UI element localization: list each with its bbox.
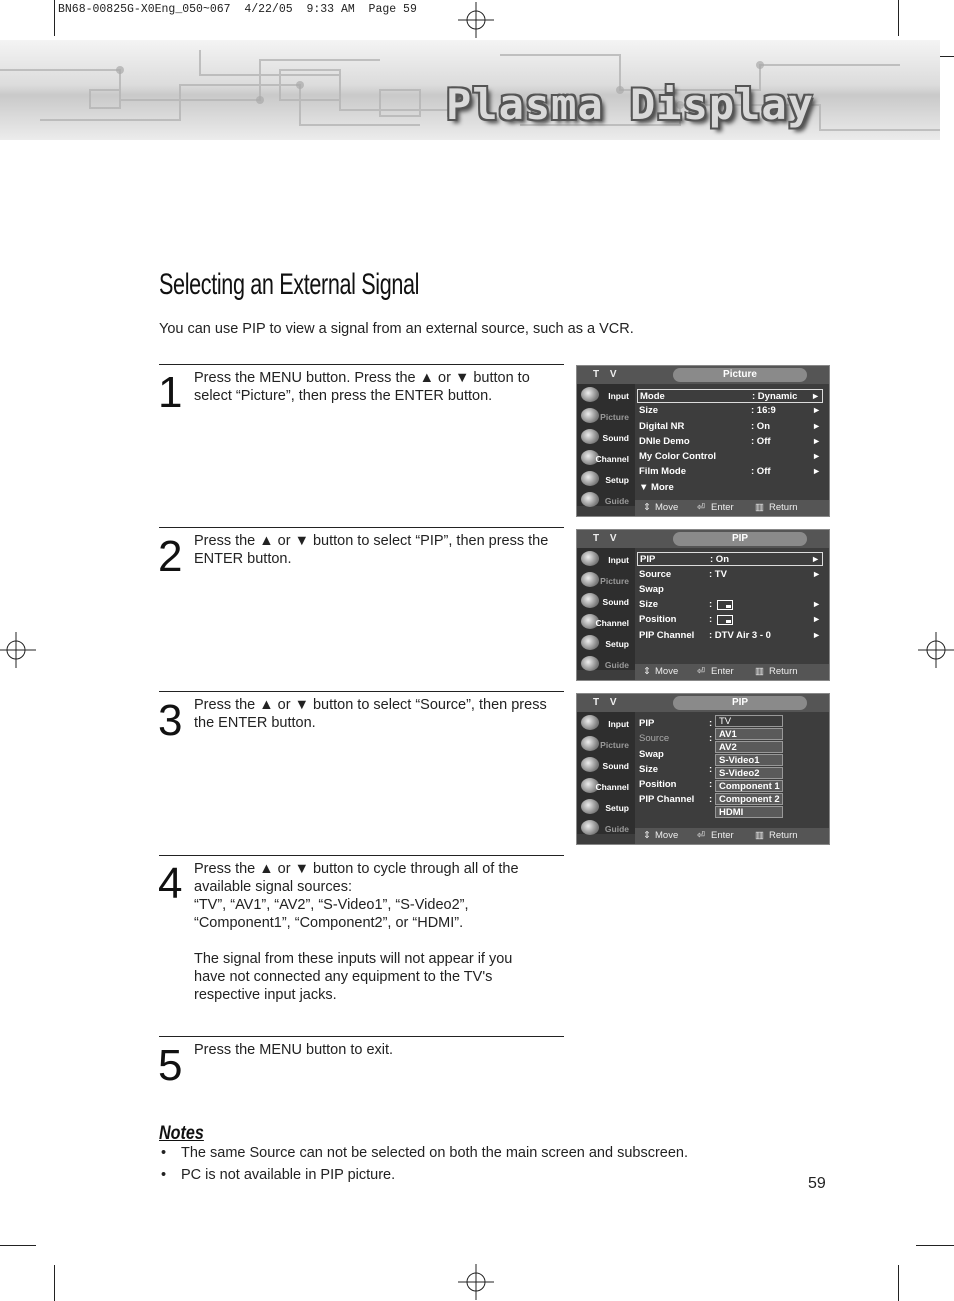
banner-title: Plasma Display — [446, 80, 815, 129]
note-item: • PC is not available in PIP picture. — [161, 1167, 396, 1183]
source-option: AV2 — [715, 741, 783, 753]
sidebar-item-input: Input — [579, 714, 633, 733]
menu-row: PIP : On ► — [637, 552, 823, 566]
menu-row: Source : TV ► — [639, 569, 821, 580]
source-option: TV — [715, 715, 783, 727]
notes-title: Notes — [159, 1123, 204, 1144]
osd-tv-label: T V — [593, 369, 621, 380]
step-divider — [159, 691, 564, 692]
menu-row: PIP Channel : — [639, 794, 713, 805]
sound-icon — [581, 757, 599, 772]
enter-icon: ⏎ — [697, 666, 705, 677]
sidebar-item-sound: Sound — [579, 428, 633, 447]
sidebar-item-input: Input — [579, 386, 633, 405]
osd-picture-menu — [576, 365, 830, 517]
menu-row: Film Mode : Off ► — [639, 466, 821, 477]
menu-row: Mode : Dynamic ► — [637, 389, 823, 403]
menu-row: PIP : — [639, 718, 713, 729]
registration-mark-icon — [458, 1264, 494, 1300]
sidebar-item-channel: Channel — [579, 777, 633, 796]
step-text: Press the MENU button. Press the ▲ or ▼ button to select “Picture”, then press the ENTER button. — [194, 370, 530, 404]
sidebar-item-guide: Guide — [579, 491, 633, 510]
intro-text: You can use PIP to view a signal from an external source, such as a VCR. — [159, 321, 634, 337]
sidebar-item-setup: Setup — [579, 798, 633, 817]
menu-row: Swap — [639, 749, 664, 760]
menu-row: Position : ► — [639, 614, 821, 625]
osd-header — [577, 530, 829, 548]
return-icon: ▥ — [755, 666, 764, 677]
move-icon: ⇕ — [643, 502, 651, 513]
picture-icon — [581, 736, 599, 751]
sidebar-item-guide: Guide — [579, 819, 633, 838]
note-item: • The same Source can not be selected on both the main screen and subscreen. — [161, 1145, 689, 1161]
step-text: Press the MENU button to exit. — [194, 1042, 394, 1058]
page-number: 59 — [808, 1175, 826, 1192]
trim-mark — [0, 1245, 36, 1246]
trim-mark — [898, 1265, 899, 1301]
registration-mark-icon — [458, 2, 494, 38]
input-icon — [581, 715, 599, 730]
picture-icon — [581, 408, 599, 423]
source-option: S-Video2 — [715, 767, 783, 779]
menu-row: Size : ► — [639, 599, 821, 610]
registration-mark-icon — [0, 632, 36, 668]
guide-icon — [581, 492, 599, 507]
picture-icon — [581, 572, 599, 587]
osd-header — [577, 694, 829, 712]
sidebar-item-sound: Sound — [579, 592, 633, 611]
sound-icon — [581, 593, 599, 608]
sidebar-item-setup: Setup — [579, 634, 633, 653]
osd-sidebar — [577, 548, 635, 670]
print-header: BN68-00825G-X0Eng_050~067 4/22/05 9:33 AM Page 59 — [58, 3, 417, 16]
sidebar-item-channel: Channel — [579, 613, 633, 632]
menu-row: ▼ More — [639, 482, 674, 493]
menu-row: DNIe Demo : Off ► — [639, 436, 821, 447]
trim-mark — [54, 1265, 55, 1301]
step-number: 2 — [158, 532, 183, 581]
input-icon — [581, 551, 599, 566]
osd-tab-title: PIP — [673, 532, 807, 546]
osd-footer: ⇕ Move ⏎ Enter ▥ Return — [635, 500, 829, 516]
step-text: Press the ▲ or ▼ button to select “Source”, then press the ENTER button. — [194, 697, 547, 731]
sidebar-item-setup: Setup — [579, 470, 633, 489]
step-divider — [159, 364, 564, 365]
setup-icon — [581, 471, 599, 486]
sidebar-item-sound: Sound — [579, 756, 633, 775]
step-number: 3 — [158, 696, 183, 745]
sidebar-item-picture: Picture — [579, 571, 633, 590]
osd-tv-label: T V — [593, 533, 621, 544]
return-icon: ▥ — [755, 502, 764, 513]
header-banner — [0, 40, 940, 140]
guide-icon — [581, 656, 599, 671]
osd-sidebar — [577, 384, 635, 506]
section-title: Selecting an External Signal — [159, 268, 420, 301]
step-number: 5 — [158, 1041, 183, 1090]
source-option: S-Video1 — [715, 754, 783, 766]
menu-row: My Color Control ► — [639, 451, 821, 462]
pip-position-icon — [717, 615, 733, 625]
menu-row: Swap — [639, 584, 664, 595]
source-option: HDMI — [715, 806, 783, 818]
source-option: AV1 — [715, 728, 783, 740]
menu-row: Size : — [639, 764, 713, 775]
menu-row: Position : — [639, 779, 713, 790]
step-divider — [159, 855, 564, 856]
setup-icon — [581, 635, 599, 650]
sidebar-item-channel: Channel — [579, 449, 633, 468]
sidebar-item-input: Input — [579, 550, 633, 569]
osd-tv-label: T V — [593, 697, 621, 708]
osd-header — [577, 366, 829, 384]
pip-size-icon — [717, 600, 733, 610]
input-icon — [581, 387, 599, 402]
sound-icon — [581, 429, 599, 444]
trim-mark — [898, 0, 899, 36]
move-icon: ⇕ — [643, 666, 651, 677]
osd-footer: ⇕ Move ⏎ Enter ▥ Return — [635, 828, 829, 844]
registration-mark-icon — [918, 632, 954, 668]
enter-icon: ⏎ — [697, 830, 705, 841]
osd-footer: ⇕ Move ⏎ Enter ▥ Return — [635, 664, 829, 680]
guide-icon — [581, 820, 599, 835]
step-number: 1 — [158, 368, 183, 417]
enter-icon: ⏎ — [697, 502, 705, 513]
sidebar-item-guide: Guide — [579, 655, 633, 674]
trim-mark — [54, 0, 55, 36]
osd-pip-menu — [576, 529, 830, 681]
osd-tab-title: PIP — [673, 696, 807, 710]
step-text: Press the ▲ or ▼ button to select “PIP”, then press the ENTER button. — [194, 533, 549, 567]
osd-tab-title: Picture — [673, 368, 807, 382]
menu-row: PIP Channel : DTV Air 3 - 0 ► — [639, 630, 821, 641]
source-option: Component 1 — [715, 780, 783, 792]
osd-sidebar — [577, 712, 635, 834]
menu-row: Source : — [639, 733, 713, 744]
source-dropdown — [715, 715, 783, 819]
return-icon: ▥ — [755, 830, 764, 841]
step-divider — [159, 527, 564, 528]
trim-mark — [916, 1245, 954, 1246]
step-divider — [159, 1036, 564, 1037]
source-option: Component 2 — [715, 793, 783, 805]
menu-row: Digital NR : On ► — [639, 421, 821, 432]
step-text: Press the ▲ or ▼ button to cycle through all of the available signal sources: “TV”, “AV1”, “AV2”, “S-Video1”, “S-Video2”, “Component1”, “Component2”, or “HDMI”. The signal from these inputs will not appear if you have not connected any equipment to the TV's respective input jacks. — [194, 861, 519, 1003]
setup-icon — [581, 799, 599, 814]
move-icon: ⇕ — [643, 830, 651, 841]
sidebar-item-picture: Picture — [579, 735, 633, 754]
menu-row: Size : 16:9 ► — [639, 405, 821, 416]
osd-pip-source-menu — [576, 693, 830, 845]
step-number: 4 — [158, 859, 183, 908]
sidebar-item-picture: Picture — [579, 407, 633, 426]
